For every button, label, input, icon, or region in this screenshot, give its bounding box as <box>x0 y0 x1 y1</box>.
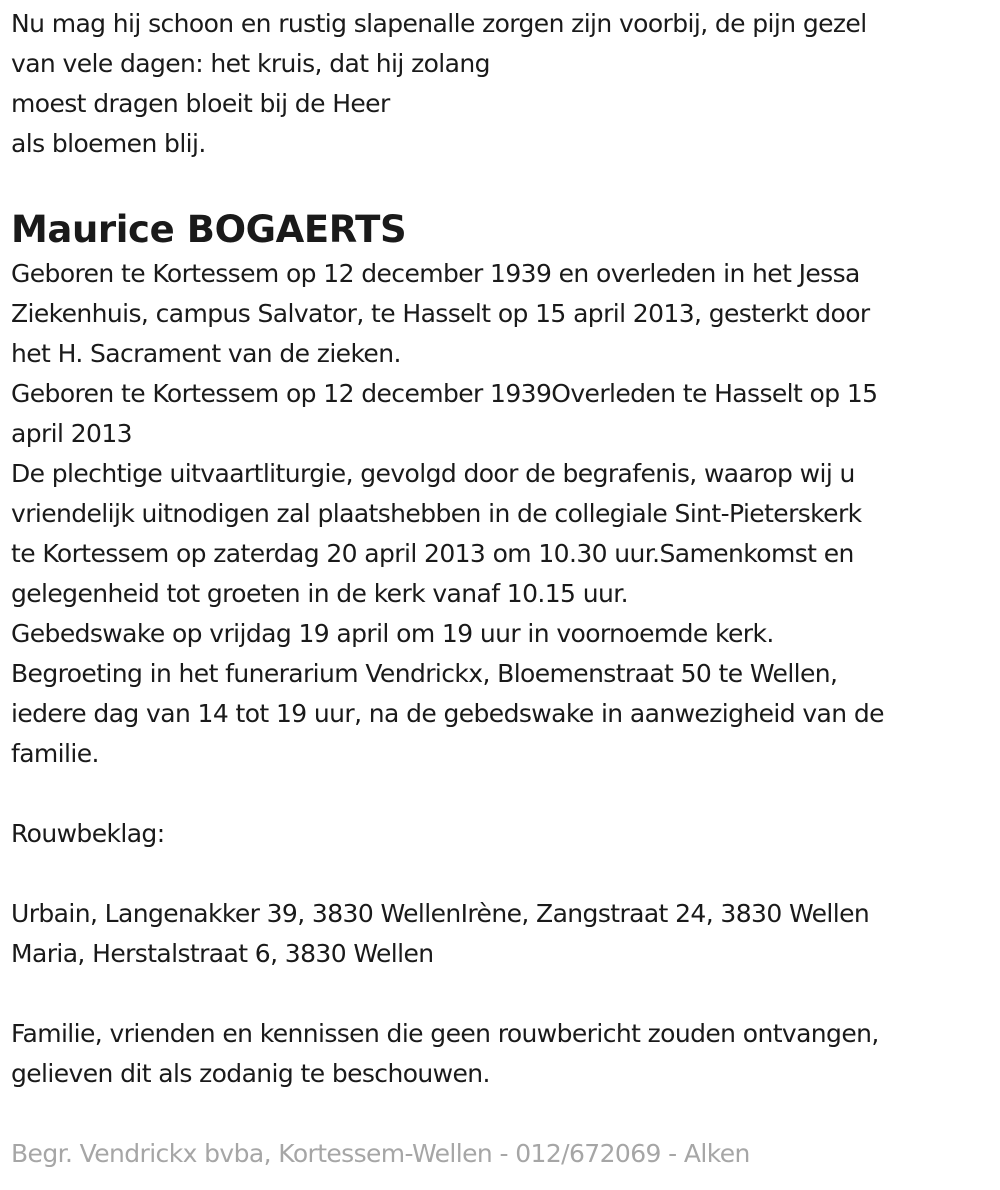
body-line: Geboren te Kortessem op 12 december 1939Overleden te Hasselt op 15 <box>11 379 878 408</box>
body-line: gelegenheid tot groeten in de kerk vanaf 10.15 uur. <box>11 579 628 608</box>
poem-line: moest dragen bloeit bij de Heer <box>11 89 390 118</box>
body-line: april 2013 <box>11 419 132 448</box>
spacer <box>11 1094 986 1134</box>
body-line: iedere dag van 14 tot 19 uur, na de gebedswake in aanwezigheid van de <box>11 699 884 728</box>
body-line: familie. <box>11 739 99 768</box>
body-line: het H. Sacrament van de zieken. <box>11 339 401 368</box>
spacer <box>11 774 986 814</box>
notice <box>11 1014 986 1094</box>
poem-line: als bloemen blij. <box>11 129 206 158</box>
condolences-label: Rouwbeklag: <box>11 819 165 848</box>
body-line: Geboren te Kortessem op 12 december 1939 en overleden in het Jessa <box>11 259 860 288</box>
condolences-addresses <box>11 894 986 974</box>
poem-line: Nu mag hij schoon en rustig slapenalle zorgen zijn voorbij, de pijn gezel <box>11 9 867 38</box>
notice-line: gelieven dit als zodanig te beschouwen. <box>11 1059 490 1088</box>
spacer <box>11 164 986 204</box>
body-line: te Kortessem op zaterdag 20 april 2013 om 10.30 uur.Samenkomst en <box>11 539 854 568</box>
funeral-home-footer: Begr. Vendrickx bvba, Kortessem-Wellen - 012/672069 - Alken <box>11 1139 750 1168</box>
body-line: Begroeting in het funerarium Vendrickx, Bloemenstraat 50 te Wellen, <box>11 659 838 688</box>
address-line: Maria, Herstalstraat 6, 3830 Wellen <box>11 939 434 968</box>
notice-line: Familie, vrienden en kennissen die geen rouwbericht zouden ontvangen, <box>11 1019 879 1048</box>
spacer <box>11 974 986 1014</box>
deceased-name: Maurice BOGAERTS <box>11 208 407 251</box>
address-line: Urbain, Langenakker 39, 3830 WellenIrène, Zangstraat 24, 3830 Wellen <box>11 899 870 928</box>
body-line: vriendelijk uitnodigen zal plaatshebben in de collegiale Sint-Pieterskerk <box>11 499 862 528</box>
obituary-page <box>11 4 986 1174</box>
obituary-body <box>11 254 986 774</box>
body-line: Gebedswake op vrijdag 19 april om 19 uur in voornoemde kerk. <box>11 619 774 648</box>
spacer <box>11 854 986 894</box>
body-line: Ziekenhuis, campus Salvator, te Hasselt op 15 april 2013, gesterkt door <box>11 299 870 328</box>
body-line: De plechtige uitvaartliturgie, gevolgd door de begrafenis, waarop wij u <box>11 459 855 488</box>
poem <box>11 4 986 164</box>
poem-line: van vele dagen: het kruis, dat hij zolang <box>11 49 490 78</box>
